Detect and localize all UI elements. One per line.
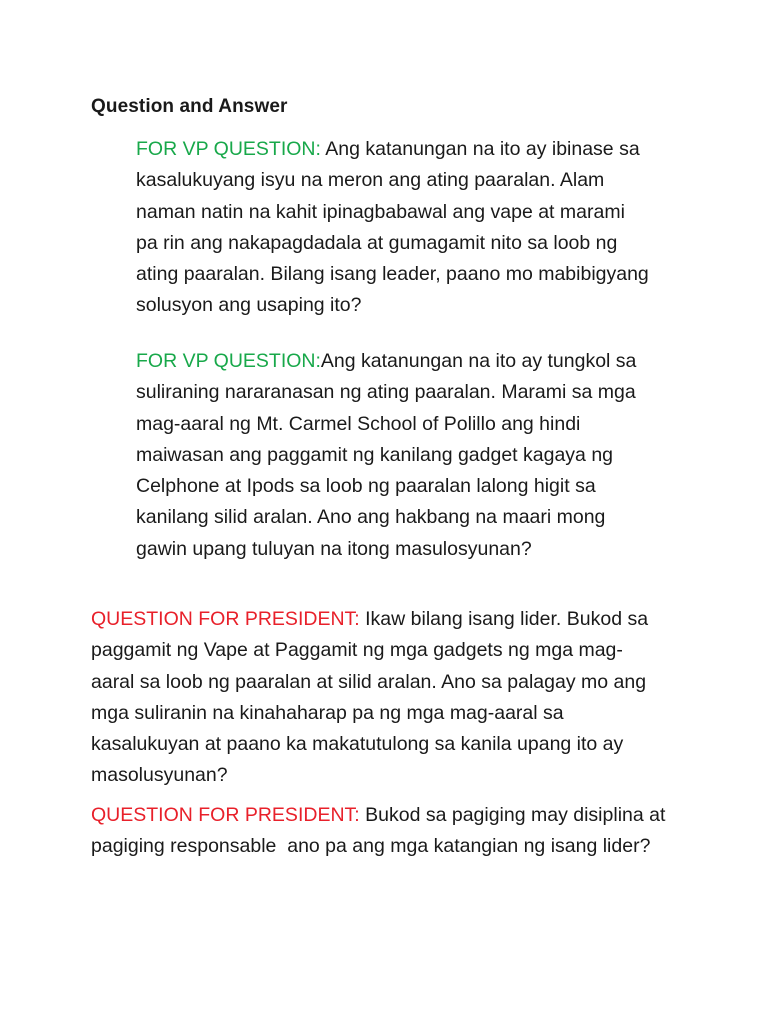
vp-question-label: FOR VP QUESTION: — [136, 138, 321, 160]
question-line — [91, 604, 691, 635]
president-question-1 — [91, 604, 691, 792]
question-line: pagiging responsable ano pa ang mga katangian ng isang lider? — [91, 835, 651, 858]
question-line: maiwasan ang paggamit ng kanilang gadget kagaya ng — [136, 443, 614, 466]
question-text: Ikaw bilang isang lider. Bukod sa — [365, 608, 649, 630]
question-line: kasalukuyang isyu na meron ang ating paaralan. Alam — [136, 169, 605, 192]
question-line: naman natin na kahit ipinagbabawal ang vape at marami — [136, 200, 625, 223]
question-line: masolusyunan? — [91, 764, 228, 787]
question-line — [136, 346, 696, 377]
president-question-label: QUESTION FOR PRESIDENT: — [91, 608, 360, 630]
vp-question-label: FOR VP QUESTION: — [136, 350, 321, 372]
question-line: kasalukuyan at paano ka makatutulong sa kanila upang ito ay — [91, 733, 624, 756]
question-text: Ang katanungan na ito ay tungkol sa — [320, 350, 637, 372]
question-line: gawin upang tuluyan na itong masulosyunan? — [136, 537, 532, 560]
question-line: pa rin ang nakapagdadala at gumagamit nito sa loob ng — [136, 231, 618, 254]
question-line — [136, 134, 696, 165]
document-title: Question and Answer — [91, 96, 288, 117]
question-line: aaral sa loob ng paaralan at silid aralan. Ano sa palagay mo ang — [91, 670, 647, 693]
question-line — [91, 800, 691, 831]
vp-question-2 — [136, 346, 696, 565]
question-line: mga suliranin na kinahaharap pa ng mga mag-aaral sa — [91, 701, 564, 724]
question-line: paggamit ng Vape at Paggamit ng mga gadgets ng mga mag- — [91, 639, 623, 662]
question-line: suliraning nararanasan ng ating paaralan. Marami sa mga — [136, 381, 636, 404]
question-text: Ang katanungan na ito ay ibinase sa — [325, 138, 640, 160]
question-line: solusyon ang usaping ito? — [136, 294, 362, 317]
question-line: Celphone at Ipods sa loob ng paaralan lalong higit sa — [136, 475, 596, 498]
question-line: ating paaralan. Bilang isang leader, paano mo mabibigyang — [136, 263, 649, 286]
question-line: mag-aaral ng Mt. Carmel School of Polillo ang hindi — [136, 412, 581, 435]
vp-question-1 — [136, 134, 696, 322]
president-question-2 — [91, 800, 691, 863]
president-question-label: QUESTION FOR PRESIDENT: — [91, 804, 360, 826]
question-text: Bukod sa pagiging may disiplina at — [365, 804, 666, 826]
question-line: kanilang silid aralan. Ano ang hakbang na maari mong — [136, 506, 606, 529]
